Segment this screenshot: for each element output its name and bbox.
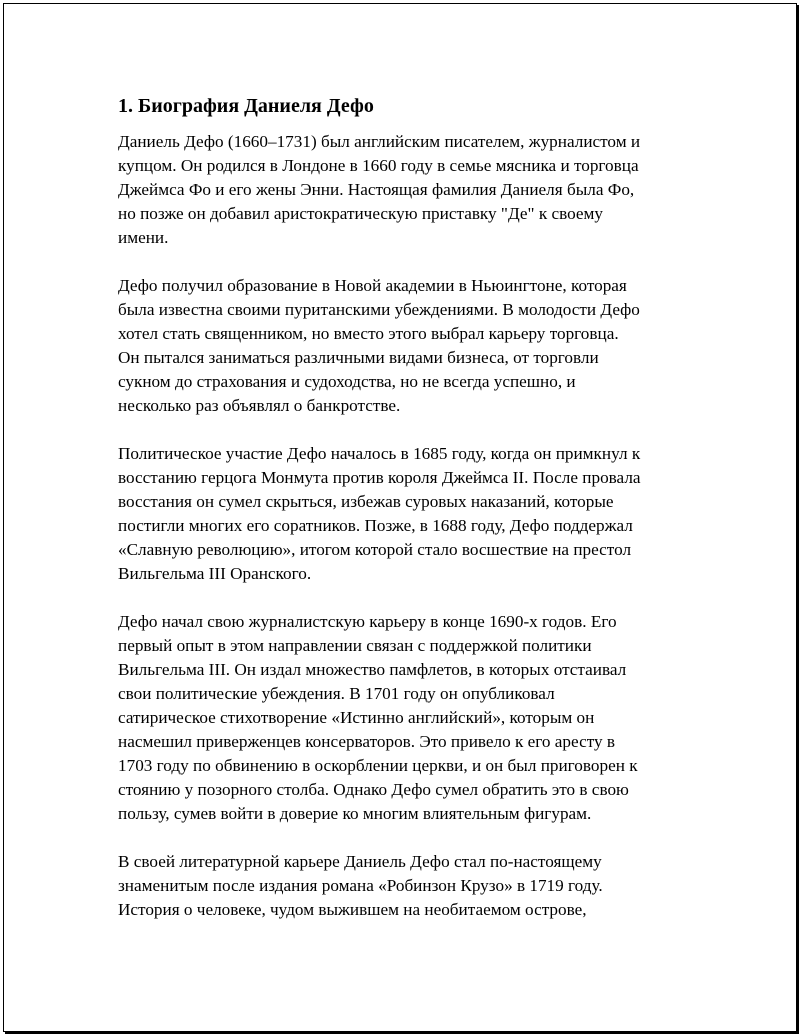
text-line: пользу, сумев войти в доверие ко многим влиятельным фигурам. bbox=[118, 804, 592, 823]
text-line: сатирическое стихотворение «Истинно английский», которым он bbox=[118, 708, 595, 727]
text-line: Политическое участие Дефо началось в 1685 году, когда он примкнул к bbox=[118, 444, 641, 463]
document-body bbox=[118, 94, 688, 946]
text-line: Вильгельма III. Он издал множество памфлетов, в которых отстаивал bbox=[118, 660, 627, 679]
text-line: сукном до страхования и судоходства, но не всегда успешно, и bbox=[118, 372, 576, 391]
text-line: свои политические убеждения. В 1701 году он опубликовал bbox=[118, 684, 555, 703]
text-line: Даниель Дефо (1660–1731) был английским писателем, журналистом и bbox=[118, 132, 641, 151]
text-line: В своей литературной карьере Даниель Дефо стал по-настоящему bbox=[118, 852, 602, 871]
text-line: несколько раз объявлял о банкротстве. bbox=[118, 396, 401, 415]
paragraph bbox=[118, 850, 688, 922]
text-line: «Славную революцию», итогом которой стало восшествие на престол bbox=[118, 540, 632, 559]
text-line: восстания он сумел скрыться, избежав суровых наказаний, которые bbox=[118, 492, 614, 511]
paragraph bbox=[118, 442, 688, 586]
text-line: 1703 году по обвинению в оскорблении церкви, и он был приговорен к bbox=[118, 756, 638, 775]
text-line: Дефо начал свою журналистскую карьеру в конце 1690-х годов. Его bbox=[118, 612, 617, 631]
text-line: знаменитым после издания романа «Робинзон Крузо» в 1719 году. bbox=[118, 876, 603, 895]
text-line: Дефо получил образование в Новой академии в Ньюингтоне, которая bbox=[118, 276, 627, 295]
text-line: но позже он добавил аристократическую приставку "Де" к своему bbox=[118, 204, 604, 223]
text-line: стоянию у позорного столба. Однако Дефо сумел обратить это в свою bbox=[118, 780, 629, 799]
text-line: История о человеке, чудом выжившем на необитаемом острове, bbox=[118, 900, 587, 919]
paragraph bbox=[118, 610, 688, 826]
text-line: купцом. Он родился в Лондоне в 1660 году в семье мясника и торговца bbox=[118, 156, 639, 175]
section-heading: 1. Биография Даниеля Дефо bbox=[118, 95, 374, 117]
text-line: Вильгельма III Оранского. bbox=[118, 564, 312, 583]
text-line: Джеймса Фо и его жены Энни. Настоящая фамилия Даниеля была Фо, bbox=[118, 180, 635, 199]
paragraph-list bbox=[118, 130, 688, 922]
text-line: постигли многих его соратников. Позже, в 1688 году, Дефо поддержал bbox=[118, 516, 633, 535]
text-line: хотел стать священником, но вместо этого выбрал карьеру торговца. bbox=[118, 324, 619, 343]
paragraph bbox=[118, 130, 688, 250]
paragraph bbox=[118, 274, 688, 418]
text-line: восстанию герцога Монмута против короля Джеймса II. После провала bbox=[118, 468, 641, 487]
text-line: была известна своими пуританскими убеждениями. В молодости Дефо bbox=[118, 300, 640, 319]
text-line: Он пытался заниматься различными видами бизнеса, от торговли bbox=[118, 348, 599, 367]
text-line: первый опыт в этом направлении связан с поддержкой политики bbox=[118, 636, 592, 655]
text-line: насмешил приверженцев консерваторов. Это привело к его аресту в bbox=[118, 732, 615, 751]
text-line: имени. bbox=[118, 228, 169, 247]
